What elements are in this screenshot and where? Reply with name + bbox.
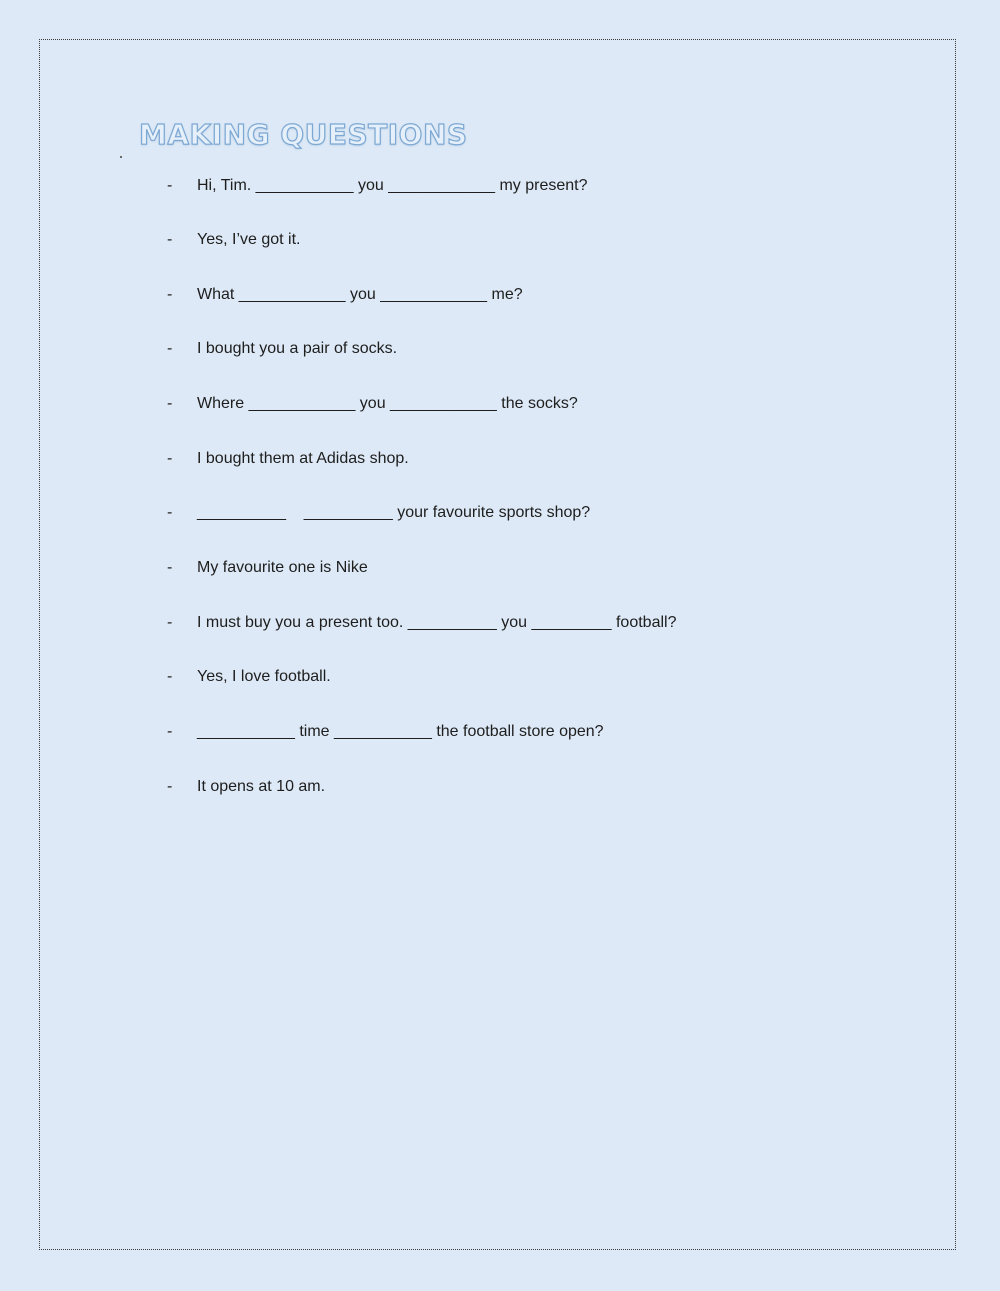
line-text: What ____________ you ____________ me? [197, 286, 523, 303]
line-text: My favourite one is Nike [197, 559, 368, 576]
bullet-dash: - [167, 177, 173, 194]
bullet-dash: - [167, 340, 173, 357]
line-text: I bought you a pair of socks. [197, 340, 398, 357]
stray-dot [120, 156, 122, 158]
worksheet-title: MAKING QUESTIONS [139, 118, 468, 151]
line-text: I bought them at Adidas shop. [197, 450, 409, 467]
bullet-dash: - [167, 231, 173, 248]
bullet-dash: - [167, 559, 173, 576]
bullet-dash: - [167, 504, 173, 521]
bullet-dash: - [167, 778, 173, 795]
bullet-dash: - [167, 395, 173, 412]
bullet-dash: - [167, 668, 173, 685]
line-text: It opens at 10 am. [197, 778, 326, 795]
line-text: ___________ time ___________ the football store open? [197, 723, 604, 740]
line-text: Hi, Tim. ___________ you ____________ my present? [197, 177, 588, 194]
bullet-dash: - [167, 450, 173, 467]
line-text: I must buy you a present too. __________ you _________ football? [197, 614, 677, 631]
page-border [39, 39, 956, 1250]
bullet-dash: - [167, 614, 173, 631]
bullet-dash: - [167, 286, 173, 303]
line-text: Yes, I love football. [197, 668, 331, 685]
line-text: Where ____________ you ____________ the socks? [197, 395, 578, 412]
line-text: __________ __________ your favourite sports shop? [197, 504, 591, 521]
bullet-dash: - [167, 723, 173, 740]
line-text: Yes, I’ve got it. [197, 231, 301, 248]
